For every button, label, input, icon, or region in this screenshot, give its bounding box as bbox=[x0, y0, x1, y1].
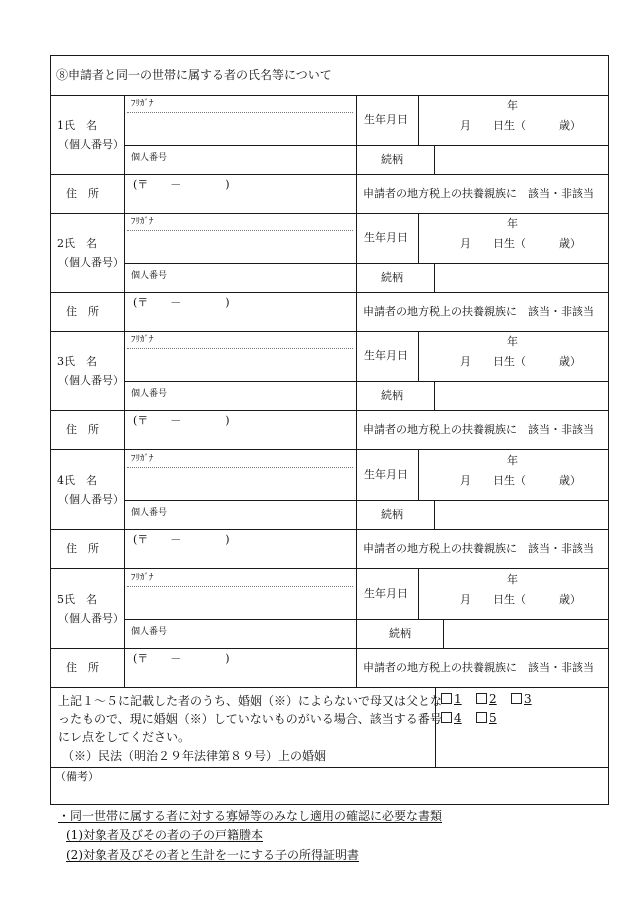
person-kojin-bangou-sublabel: （個人番号） bbox=[58, 612, 124, 625]
person-bottom-rule bbox=[50, 331, 608, 332]
dob-month-day-age: 月 日生（ 歳） bbox=[460, 593, 581, 606]
zokugara-input[interactable] bbox=[436, 147, 606, 173]
dob-bottom-rule bbox=[356, 145, 608, 146]
zokugara-input[interactable] bbox=[436, 265, 606, 291]
detail-column-divider bbox=[356, 331, 357, 449]
postal-prefix: (〒 － ) bbox=[133, 178, 230, 191]
jusho-label: 住 所 bbox=[66, 542, 99, 555]
dob-year-label: 年 bbox=[507, 335, 518, 348]
furigana-bottom-rule bbox=[125, 381, 356, 382]
footer-heading: ・同一世帯に属する者に対する寡婦等のみなし適用の確認に必要な書類 bbox=[58, 809, 443, 823]
dob-input[interactable] bbox=[420, 97, 606, 143]
person-name-label: 2氏 名 bbox=[57, 237, 97, 250]
kojin-bangou-label: 個人番号 bbox=[131, 627, 168, 637]
note-line-2: ったもので、現に婚姻（※）していないものがいる場合、該当する番号 bbox=[58, 712, 442, 726]
postal-prefix: (〒 － ) bbox=[133, 533, 230, 546]
zokugara-label: 続柄 bbox=[381, 271, 403, 284]
dob-month-day-age: 月 日生（ 歳） bbox=[460, 355, 581, 368]
furigana-input[interactable] bbox=[126, 231, 355, 262]
kojin-bangou-input[interactable] bbox=[126, 639, 355, 648]
checkbox-option-4[interactable] bbox=[441, 712, 462, 724]
person-name-label: 1氏 名 bbox=[57, 119, 97, 132]
note-line-4: （※）民法（明治２９年法律第８９号）上の婚姻 bbox=[62, 749, 327, 763]
person-name-label: 5氏 名 bbox=[57, 593, 97, 606]
furigana-label: ﾌﾘｶﾞﾅ bbox=[131, 99, 154, 109]
furigana-bottom-rule bbox=[125, 145, 356, 146]
seinengappi-label: 生年月日 bbox=[364, 587, 408, 600]
jusho-input[interactable] bbox=[126, 531, 355, 567]
dob-label-divider bbox=[418, 450, 419, 500]
label-column-divider bbox=[124, 450, 125, 568]
checkbox-option-label: 3 bbox=[524, 692, 532, 706]
dob-year-label: 年 bbox=[507, 573, 518, 586]
furigana-label: ﾌﾘｶﾞﾅ bbox=[131, 454, 154, 464]
person-mid-rule bbox=[50, 410, 608, 411]
dob-month-day-age: 月 日生（ 歳） bbox=[460, 119, 581, 132]
kojin-bangou-input[interactable] bbox=[126, 283, 355, 292]
furigana-input[interactable] bbox=[126, 349, 355, 380]
checkbox-option-5[interactable] bbox=[476, 712, 497, 724]
zokugara-divider bbox=[443, 619, 444, 648]
jusho-label: 住 所 bbox=[66, 187, 99, 200]
checkbox-option-3[interactable] bbox=[511, 693, 532, 705]
postal-prefix: (〒 － ) bbox=[133, 414, 230, 427]
checkbox-icon[interactable] bbox=[476, 693, 487, 704]
detail-column-divider bbox=[356, 450, 357, 568]
dob-label-divider bbox=[418, 331, 419, 381]
kojin-bangou-input[interactable] bbox=[126, 401, 355, 410]
fuyou-shinzoku-text: 申請者の地方税上の扶養親族に 該当・非該当 bbox=[363, 423, 594, 436]
person-bottom-rule bbox=[50, 687, 608, 688]
zokugara-divider bbox=[434, 145, 435, 174]
furigana-input[interactable] bbox=[126, 587, 355, 618]
remarks-field[interactable] bbox=[52, 786, 606, 802]
furigana-bottom-rule bbox=[125, 619, 356, 620]
zokugara-input[interactable] bbox=[436, 502, 606, 528]
form-border-bottom bbox=[50, 804, 609, 805]
detail-column-divider bbox=[356, 569, 357, 687]
postal-prefix: (〒 － ) bbox=[133, 296, 230, 309]
checkbox-icon[interactable] bbox=[441, 693, 452, 704]
kojin-bangou-label: 個人番号 bbox=[131, 389, 168, 399]
zokugara-label: 続柄 bbox=[381, 153, 403, 166]
kojin-bangou-input[interactable] bbox=[126, 520, 355, 529]
dob-bottom-rule bbox=[356, 263, 608, 264]
person-name-label: 4氏 名 bbox=[57, 474, 97, 487]
seinengappi-label: 生年月日 bbox=[364, 113, 408, 126]
label-column-divider bbox=[124, 213, 125, 331]
zokugara-divider bbox=[434, 381, 435, 410]
dob-input[interactable] bbox=[420, 452, 606, 498]
dob-input[interactable] bbox=[420, 215, 606, 261]
dob-month-day-age: 月 日生（ 歳） bbox=[460, 237, 581, 250]
seinengappi-label: 生年月日 bbox=[364, 468, 408, 481]
dob-year-label: 年 bbox=[507, 454, 518, 467]
dob-year-label: 年 bbox=[507, 99, 518, 112]
jusho-input[interactable] bbox=[126, 650, 355, 686]
dob-input[interactable] bbox=[420, 333, 606, 379]
checkbox-option-2[interactable] bbox=[476, 693, 497, 705]
postal-prefix: (〒 － ) bbox=[133, 652, 230, 665]
dob-bottom-rule bbox=[356, 381, 608, 382]
person-mid-rule bbox=[50, 174, 608, 175]
kojin-bangou-label: 個人番号 bbox=[131, 271, 168, 281]
detail-column-divider bbox=[356, 95, 357, 213]
zokugara-label: 続柄 bbox=[381, 389, 403, 402]
zokugara-label: 続柄 bbox=[389, 627, 411, 640]
furigana-bottom-rule bbox=[125, 500, 356, 501]
note-line-1: 上記１～５に記載した者のうち、婚姻（※）によらないで母又は父とな bbox=[58, 694, 443, 708]
zokugara-divider bbox=[434, 263, 435, 292]
checkbox-option-label: 2 bbox=[489, 692, 497, 706]
zokugara-input[interactable] bbox=[436, 383, 606, 409]
detail-column-divider bbox=[356, 213, 357, 331]
kojin-bangou-label: 個人番号 bbox=[131, 508, 168, 518]
dob-label-divider bbox=[418, 569, 419, 619]
person-name-label: 3氏 名 bbox=[57, 355, 97, 368]
form-border-top bbox=[50, 55, 609, 56]
checkbox-icon[interactable] bbox=[441, 712, 452, 723]
person-bottom-rule bbox=[50, 449, 608, 450]
fuyou-shinzoku-text: 申請者の地方税上の扶養親族に 該当・非該当 bbox=[363, 187, 594, 200]
label-column-divider bbox=[124, 569, 125, 687]
remarks-label: （備考） bbox=[55, 770, 99, 783]
seinengappi-label: 生年月日 bbox=[364, 349, 408, 362]
dob-bottom-rule bbox=[356, 500, 608, 501]
header-divider bbox=[50, 95, 609, 96]
fuyou-shinzoku-text: 申請者の地方税上の扶養親族に 該当・非該当 bbox=[363, 661, 594, 674]
dob-label-divider bbox=[418, 213, 419, 263]
furigana-input[interactable] bbox=[126, 468, 355, 499]
checkbox-option-label: 1 bbox=[454, 692, 462, 706]
zokugara-label: 続柄 bbox=[381, 508, 403, 521]
jusho-input[interactable] bbox=[126, 294, 355, 330]
jusho-input[interactable] bbox=[126, 412, 355, 448]
person-kojin-bangou-sublabel: （個人番号） bbox=[58, 493, 124, 506]
person-mid-rule bbox=[50, 648, 608, 649]
person-kojin-bangou-sublabel: （個人番号） bbox=[58, 138, 124, 151]
footer-item-1: (1)対象者及びその者の子の戸籍謄本 bbox=[66, 828, 263, 842]
zokugara-input[interactable] bbox=[445, 621, 606, 647]
form-border-left bbox=[50, 55, 51, 805]
dob-bottom-rule bbox=[356, 619, 608, 620]
seinengappi-label: 生年月日 bbox=[364, 231, 408, 244]
section-title: ⑧申請者と同一の世帯に属する者の氏名等について bbox=[56, 68, 332, 82]
furigana-label: ﾌﾘｶﾞﾅ bbox=[131, 217, 154, 227]
dob-label-divider bbox=[418, 95, 419, 145]
footer-item-2: (2)対象者及びその者と生計を一にする子の所得証明書 bbox=[66, 848, 360, 862]
checkbox-icon[interactable] bbox=[476, 712, 487, 723]
note-line-3: にレ点をしてください。 bbox=[58, 730, 191, 744]
checkbox-option-1[interactable] bbox=[441, 693, 462, 705]
dob-input[interactable] bbox=[420, 571, 606, 617]
kojin-bangou-input[interactable] bbox=[126, 165, 355, 174]
person-mid-rule bbox=[50, 292, 608, 293]
checkbox-option-label: 4 bbox=[454, 711, 462, 725]
label-column-divider bbox=[124, 331, 125, 449]
checkbox-option-label: 5 bbox=[489, 711, 497, 725]
dob-year-label: 年 bbox=[507, 217, 518, 230]
jusho-label: 住 所 bbox=[66, 423, 99, 436]
remarks-divider bbox=[50, 767, 609, 768]
person-mid-rule bbox=[50, 529, 608, 530]
jusho-label: 住 所 bbox=[66, 661, 99, 674]
fuyou-shinzoku-text: 申請者の地方税上の扶養親族に 該当・非該当 bbox=[363, 305, 594, 318]
form-border-right bbox=[608, 55, 609, 805]
label-column-divider bbox=[124, 95, 125, 213]
furigana-label: ﾌﾘｶﾞﾅ bbox=[131, 573, 154, 583]
kojin-bangou-label: 個人番号 bbox=[131, 153, 168, 163]
person-kojin-bangou-sublabel: （個人番号） bbox=[58, 256, 124, 269]
furigana-bottom-rule bbox=[125, 263, 356, 264]
zokugara-divider bbox=[434, 500, 435, 529]
jusho-label: 住 所 bbox=[66, 305, 99, 318]
furigana-label: ﾌﾘｶﾞﾅ bbox=[131, 335, 154, 345]
person-bottom-rule bbox=[50, 213, 608, 214]
fuyou-shinzoku-text: 申請者の地方税上の扶養親族に 該当・非該当 bbox=[363, 542, 594, 555]
furigana-input[interactable] bbox=[126, 113, 355, 144]
person-kojin-bangou-sublabel: （個人番号） bbox=[58, 374, 124, 387]
dob-month-day-age: 月 日生（ 歳） bbox=[460, 474, 581, 487]
jusho-input[interactable] bbox=[126, 176, 355, 212]
person-bottom-rule bbox=[50, 568, 608, 569]
checkbox-icon[interactable] bbox=[511, 693, 522, 704]
